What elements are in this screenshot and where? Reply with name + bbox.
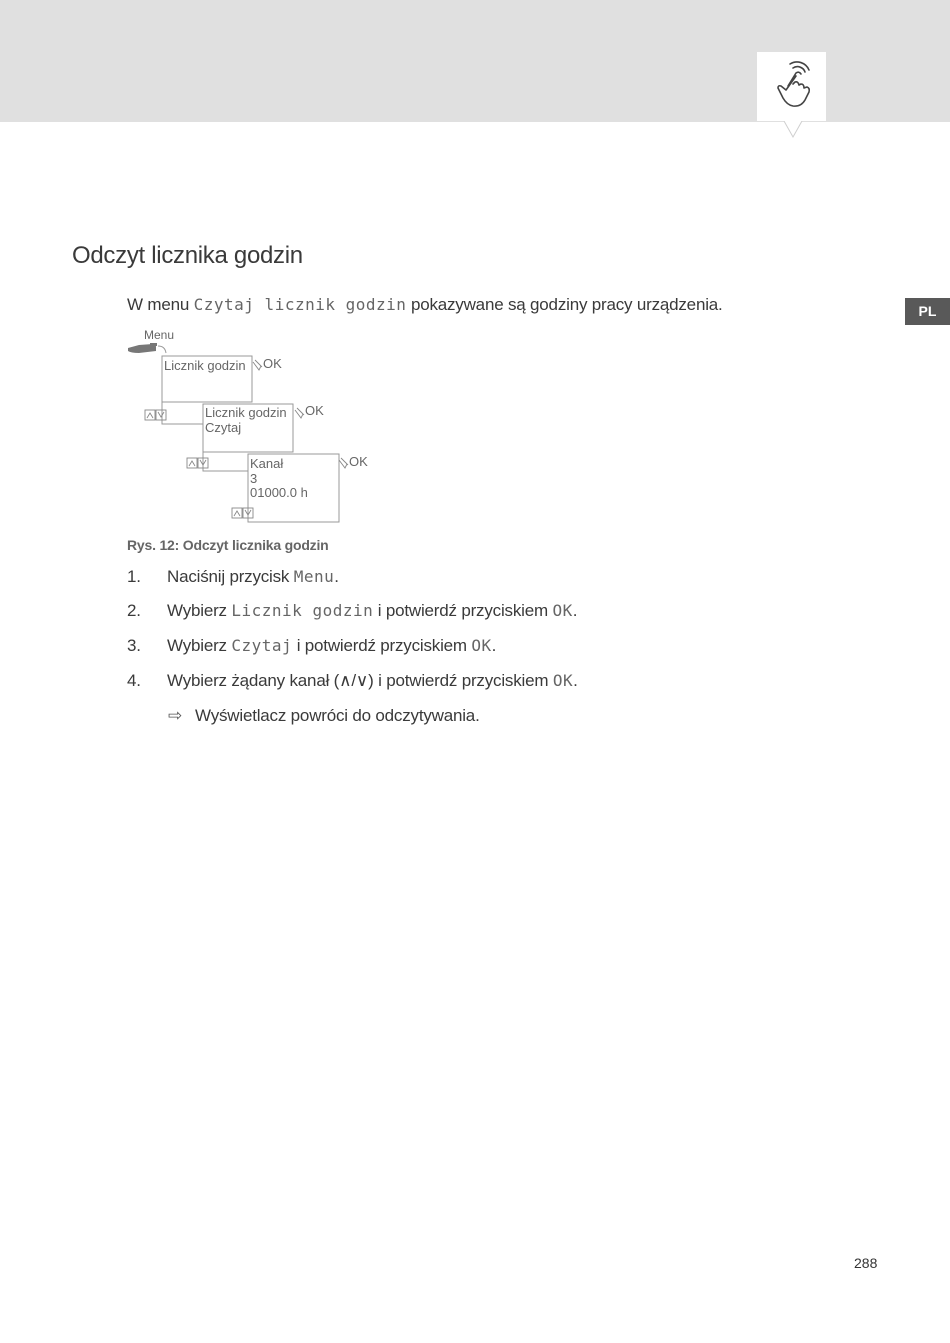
step-code: Licznik godzin xyxy=(231,601,374,620)
step-text: Wybierz xyxy=(167,636,232,655)
page-title: Odczyt licznika godzin xyxy=(72,242,303,269)
up-down-keys-icon xyxy=(232,508,253,518)
step-number: 1. xyxy=(127,567,141,586)
intro-paragraph xyxy=(127,295,723,315)
step-3 xyxy=(127,636,496,656)
pointing-hand-icon xyxy=(128,343,157,353)
ok-press-icon xyxy=(339,458,348,468)
box3-ok-label: OK xyxy=(349,454,368,469)
page-number: 288 xyxy=(854,1255,878,1271)
step-text: Naciśnij przycisk xyxy=(167,567,294,586)
box3-line1: Kanał xyxy=(250,456,284,471)
step-code: Menu xyxy=(293,567,335,586)
box2-ok-label: OK xyxy=(305,403,324,418)
up-down-keys-icon xyxy=(187,458,208,468)
result-arrow-icon: ⇨ xyxy=(168,706,183,725)
step-code: OK xyxy=(552,601,573,620)
menu-navigation-diagram xyxy=(125,326,385,530)
step-code: OK xyxy=(552,671,574,690)
step-2 xyxy=(127,601,577,621)
step-text: i potwierdź przyciskiem xyxy=(292,636,472,655)
language-tab: PL xyxy=(905,298,950,325)
box3-line3: 01000.0 h xyxy=(250,485,308,500)
result-text: Wyświetlacz powróci do odczytywania. xyxy=(195,706,480,725)
box1-line1: Licznik godzin xyxy=(164,358,246,373)
step-code: OK xyxy=(471,636,492,655)
box2-line2: Czytaj xyxy=(205,420,242,435)
step-text: . xyxy=(572,601,578,620)
step-1 xyxy=(127,567,339,587)
step-number: 2. xyxy=(127,601,141,620)
box2-line1: Licznik godzin xyxy=(205,405,287,420)
step-text: Wybierz żądany kanał (∧/∨) i potwierdź przyciskiem xyxy=(167,671,553,690)
diagram-menu-label: Menu xyxy=(144,328,175,342)
touch-hand-icon xyxy=(757,52,826,121)
figure-caption: Rys. 12: Odczyt licznika godzin xyxy=(127,537,329,553)
box3-line2: 3 xyxy=(250,471,258,486)
intro-menu-name: Czytaj licznik godzin xyxy=(193,295,407,314)
ok-press-icon xyxy=(253,360,262,370)
intro-text-before: W menu xyxy=(127,295,194,314)
intro-text-after: pokazywane są godziny pracy urządzenia. xyxy=(406,295,723,314)
step-code: Czytaj xyxy=(231,636,293,655)
step-text: . xyxy=(334,567,339,586)
step-text: i potwierdź przyciskiem xyxy=(373,601,553,620)
step-number: 4. xyxy=(127,671,141,690)
step-text: Wybierz xyxy=(167,601,232,620)
up-down-keys-icon xyxy=(145,410,166,420)
ok-press-icon xyxy=(295,408,304,418)
step-text: . xyxy=(573,671,578,690)
box1-ok-label: OK xyxy=(263,356,282,371)
step-4 xyxy=(127,671,578,691)
step-text: . xyxy=(491,636,497,655)
badge-pointer xyxy=(783,121,803,139)
step-result xyxy=(168,706,480,726)
touch-hand-badge xyxy=(757,52,826,121)
step-number: 3. xyxy=(127,636,141,655)
